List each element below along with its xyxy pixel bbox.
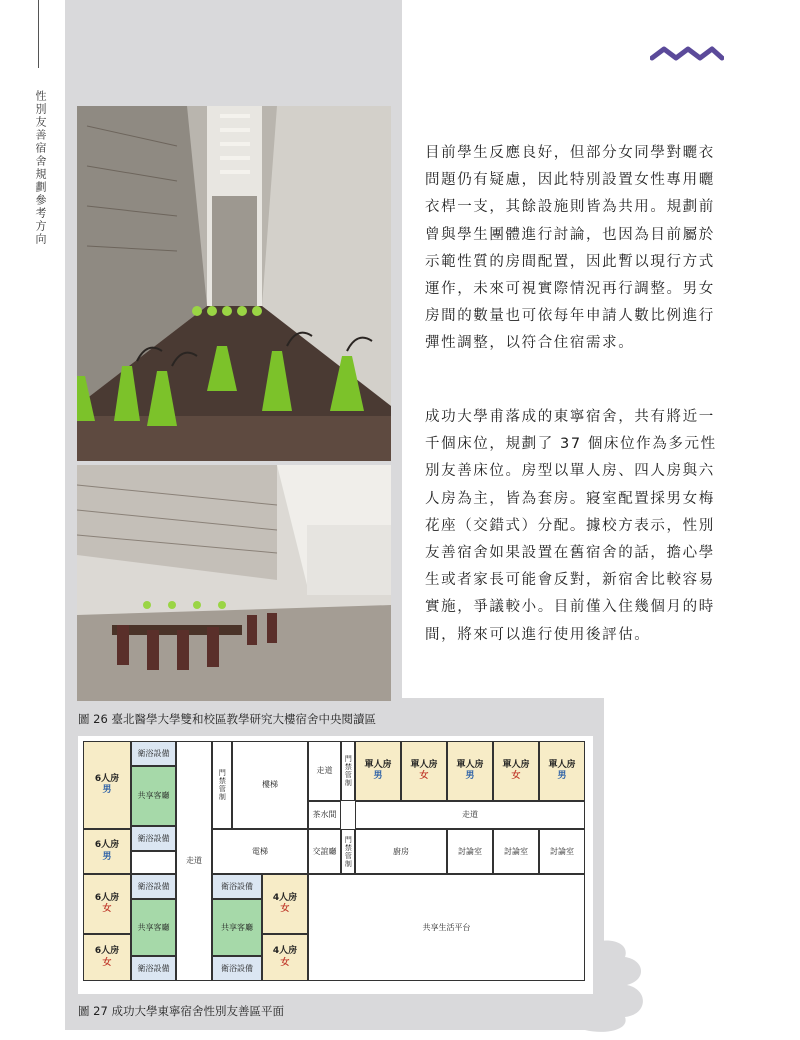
room-gender-label: 女	[102, 904, 112, 914]
photo-corridor-reading-area	[77, 465, 391, 701]
body-paragraph-2: 成功大學甫落成的東寧宿舍，共有將近一千個床位，規劃了 37 個床位作為多元性別友善床位。房型以單人房、四人房與六人房為主，皆為套房。寢室配置採男女梅花座（交錯式）分配。據校方表示，性別友善宿舍如果設置在舊宿舍的話，擔心學生或者家長可能會反對，新宿舍比較容易實施，爭議較小。目前僅入住幾個月的時間，將來可以進行使用後評估。	[425, 409, 717, 643]
room-gender-label: 女	[280, 957, 290, 968]
corridor-top: 走道	[308, 741, 341, 801]
single-room-4	[493, 741, 539, 801]
room-type-label: 6人房	[94, 773, 120, 784]
photo-reading-hall	[77, 106, 391, 461]
access-control-3	[341, 829, 355, 874]
floor-plan	[78, 736, 593, 994]
room-type-label: 6人房	[94, 840, 120, 851]
bath-6: 衛浴設備	[212, 956, 262, 981]
shared-lounge-3: 共享客廳	[212, 899, 262, 956]
access-control-label: 門禁管制	[344, 755, 353, 787]
elevator: 電梯	[212, 829, 308, 874]
blank-cell	[131, 851, 176, 874]
body-paragraph-1: 目前學生反應良好，但部分女同學對曬衣問題仍有疑慮，因此特別設置女性專用曬衣桿一支，其餘設施則皆為共用。規劃前曾與學生團體進行討論，也因為目前屬於示範性質的房間配置，因此暫以現行方式運作，未來可視實際情況再行調整。男女房間的數量也可依每年申請人數比例進行彈性調整，以符合住宿需求。	[425, 145, 715, 352]
kitchen: 廚房	[355, 829, 447, 874]
mail-room: 交誼廳	[308, 829, 341, 874]
single-room-1	[355, 741, 401, 801]
decorative-wave-icon	[650, 44, 724, 64]
room-type-label: 6人房	[94, 946, 120, 957]
room-gender-label: 男	[373, 771, 383, 781]
bath-1: 衛浴設備	[131, 741, 176, 766]
access-control-1	[212, 741, 232, 829]
shared-lounge-2: 共享客廳	[131, 899, 176, 956]
room-type-label: 單人房	[548, 759, 576, 770]
room-gender-label: 女	[102, 957, 112, 968]
corridor-horizontal: 走道	[355, 801, 585, 829]
shared-living-platform: 共享生活平台	[308, 874, 585, 981]
room-gender-label: 男	[102, 851, 112, 862]
room-type-label: 6人房	[94, 892, 120, 903]
room-type-label: 單人房	[502, 759, 530, 770]
room-type-label: 4人房	[272, 892, 298, 903]
access-control-label: 門禁管制	[218, 769, 227, 801]
room-type-label: 單人房	[364, 759, 392, 770]
bath-3: 衛浴設備	[131, 874, 176, 899]
room-type-label: 單人房	[410, 759, 438, 770]
side-section-title: 性別友善宿舍規劃參考方向	[34, 90, 47, 246]
figure-caption-26: 圖 26 臺北醫學大學雙和校區教學研究大樓宿舍中央閱讀區	[78, 712, 376, 726]
bath-4: 衛浴設備	[131, 956, 176, 981]
room-gender-label: 男	[465, 771, 475, 781]
six-room-2	[83, 829, 131, 874]
room-type-label: 單人房	[456, 759, 484, 770]
single-room-2	[401, 741, 447, 801]
single-room-3	[447, 741, 493, 801]
discussion-room-2: 討論室	[493, 829, 539, 874]
corridor-vertical: 走道	[176, 741, 212, 981]
room-gender-label: 女	[280, 904, 290, 914]
tea-room: 茶水間	[308, 801, 341, 829]
access-control-2	[341, 741, 355, 801]
room-gender-label: 男	[102, 785, 112, 795]
bath-5: 衛浴設備	[212, 874, 262, 899]
stairs: 樓梯	[232, 741, 308, 829]
side-rule	[38, 0, 39, 68]
room-type-label: 4人房	[272, 946, 298, 957]
six-room-1	[83, 741, 131, 829]
bath-2: 衛浴設備	[131, 826, 176, 851]
figure-caption-27: 圖 27 成功大學東寧宿舍性別友善區平面	[78, 1004, 284, 1018]
discussion-room-1: 討論室	[447, 829, 493, 874]
four-room-1	[262, 874, 308, 934]
six-room-3	[83, 874, 131, 934]
single-room-5	[539, 741, 585, 801]
six-room-4	[83, 934, 131, 981]
room-gender-label: 女	[511, 771, 521, 781]
room-gender-label: 男	[557, 771, 567, 781]
discussion-room-3: 討論室	[539, 829, 585, 874]
four-room-2	[262, 934, 308, 981]
access-control-label: 門禁管制	[344, 835, 353, 868]
decorative-blob-icon	[585, 935, 655, 1035]
room-gender-label: 女	[419, 771, 429, 781]
shared-lounge-1: 共享客廳	[131, 766, 176, 826]
